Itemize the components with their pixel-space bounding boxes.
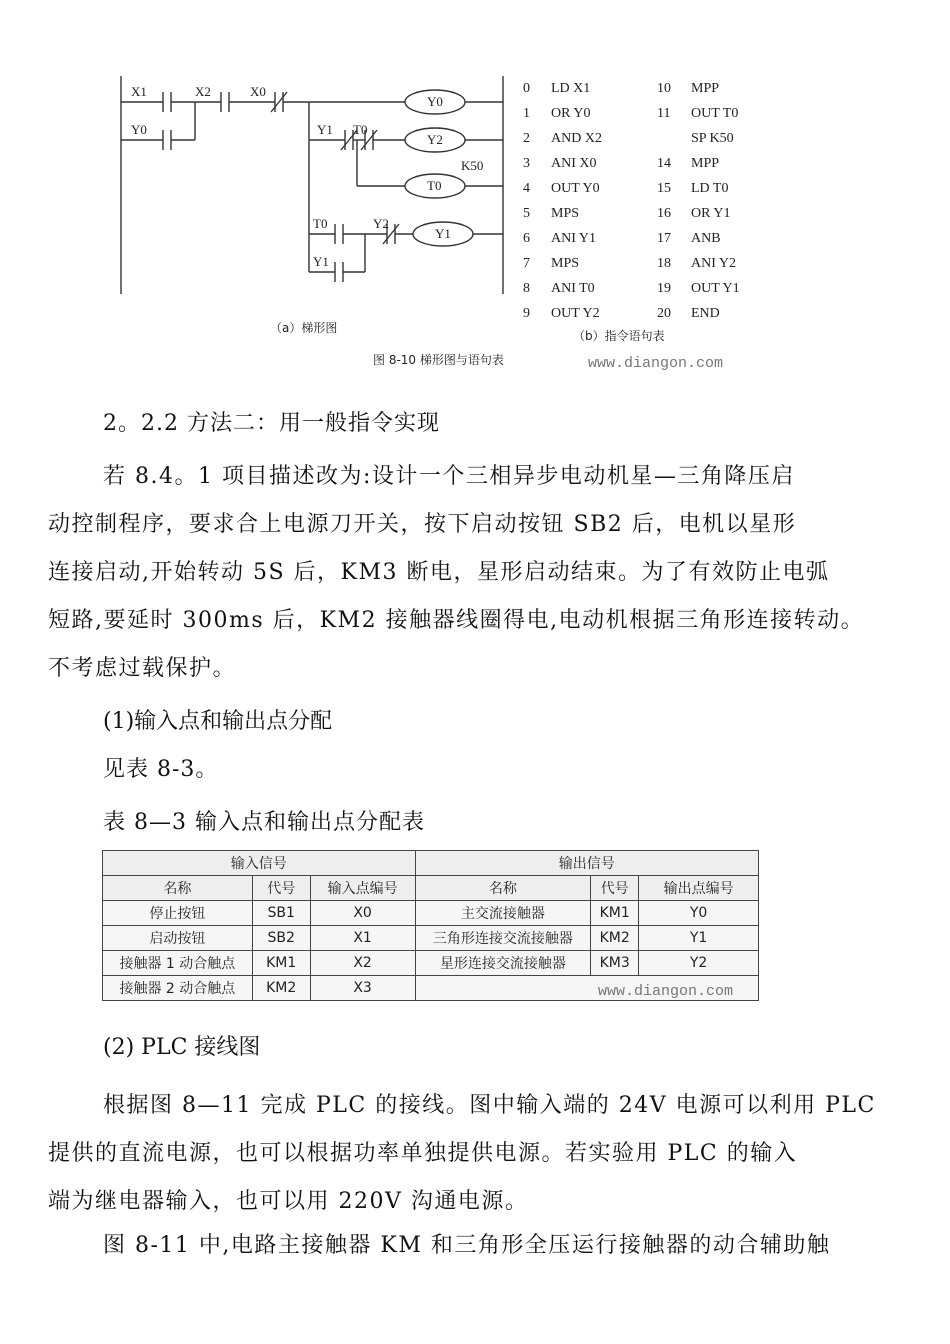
ins-num: 10 <box>657 81 671 96</box>
coil-label: Y1 <box>435 226 451 241</box>
paragraph-line: 短路,要延时 300ms 后，KM2 接触器线圈得电,电动机根据三角形连接转动。 <box>48 608 865 633</box>
table-cell: Y2 <box>639 951 759 976</box>
item-heading-1: (1)输入点和输出点分配 <box>103 709 333 734</box>
paragraph-1 <box>48 453 918 693</box>
coil-label: T0 <box>427 178 442 193</box>
ins-op: ANI Y2 <box>691 256 736 271</box>
figure-title: 图 8-10 梯形图与语句表 <box>373 353 504 367</box>
ins-op: MPP <box>691 156 720 171</box>
ins-op: OR Y1 <box>691 206 731 221</box>
table-cell: Y1 <box>639 926 759 951</box>
contact-label: X2 <box>195 84 211 99</box>
ins-num: 14 <box>657 156 671 171</box>
table-cell: X3 <box>310 976 415 1001</box>
table-cell: 接触器 2 动合触点 <box>103 976 253 1001</box>
ins-num: 19 <box>657 281 671 296</box>
ins-op: OUT Y2 <box>551 306 600 321</box>
ins-op: SP K50 <box>691 131 734 146</box>
contact-label: Y2 <box>373 216 389 231</box>
column-header: 名称 <box>415 876 591 901</box>
table-cell: Y0 <box>639 901 759 926</box>
table-cell: SB2 <box>252 926 310 951</box>
paragraph-line: 不考虑过载保护。 <box>48 656 237 681</box>
figure-watermark: www.diangon.com <box>588 355 724 372</box>
item-heading-2: (2) PLC 接线图 <box>103 1035 261 1060</box>
table-cell: KM1 <box>591 901 639 926</box>
ins-num: 11 <box>657 106 671 121</box>
table-watermark: www.diangon.com <box>598 983 734 1000</box>
table-row <box>103 951 759 976</box>
coil-label: Y2 <box>427 132 443 147</box>
ins-num: 15 <box>657 181 671 196</box>
contact-label: T0 <box>353 122 368 137</box>
contact-label: X1 <box>131 84 147 99</box>
column-header: 输入点编号 <box>310 876 415 901</box>
ins-num: 6 <box>523 231 530 246</box>
ins-op: AND X2 <box>551 131 602 146</box>
see-table-text: 见表 8-3。 <box>103 757 219 782</box>
group-header: 输入信号 <box>103 851 416 876</box>
paragraph-3: 图 8-11 中,电路主接触器 KM 和三角形全压运行接触器的动合辅助触 <box>103 1233 831 1258</box>
ins-num: 7 <box>523 256 530 271</box>
ins-op: MPS <box>551 256 580 271</box>
table-cell: X2 <box>310 951 415 976</box>
io-allocation-table <box>102 850 759 1001</box>
ins-num: 5 <box>523 206 530 221</box>
table-cell: 三角形连接交流接触器 <box>415 926 591 951</box>
table-cell: 主交流接触器 <box>415 901 591 926</box>
paragraph-line: 提供的直流电源，也可以根据功率单独提供电源。若实验用 PLC 的输入 <box>48 1141 798 1166</box>
ladder-and-instruction-figure <box>95 62 770 380</box>
table-cell: 星形连接交流接触器 <box>415 951 591 976</box>
table-cell: 接触器 1 动合触点 <box>103 951 253 976</box>
table-group-header-row <box>103 851 759 876</box>
ins-op: LD T0 <box>691 181 729 196</box>
ins-op: OUT Y1 <box>691 281 740 296</box>
ins-num: 18 <box>657 256 671 271</box>
table-cell: KM2 <box>591 926 639 951</box>
ins-num: 3 <box>523 156 530 171</box>
table-row <box>103 901 759 926</box>
ins-op: MPP <box>691 81 720 96</box>
paragraph-line: 连接启动,开始转动 5S 后，KM3 断电，星形启动结束。为了有效防止电弧 <box>48 560 830 585</box>
ins-op: OUT Y0 <box>551 181 600 196</box>
table-row <box>103 926 759 951</box>
ins-num: 2 <box>523 131 530 146</box>
contact-label: Y0 <box>131 122 147 137</box>
ins-num: 8 <box>523 281 530 296</box>
column-header: 名称 <box>103 876 253 901</box>
ins-num: 20 <box>657 306 671 321</box>
paragraph-line: 动控制程序，要求合上电源刀开关，按下启动按钮 SB2 后，电机以星形 <box>48 512 797 537</box>
coil-label: Y0 <box>427 94 443 109</box>
contact-label: X0 <box>250 84 266 99</box>
ladder-caption: （a）梯形图 <box>270 321 338 335</box>
ins-num: 1 <box>523 106 530 121</box>
table-cell: SB1 <box>252 901 310 926</box>
table-cell: X1 <box>310 926 415 951</box>
table-cell: 启动按钮 <box>103 926 253 951</box>
ins-op: OR Y0 <box>551 106 591 121</box>
table-cell: KM3 <box>591 951 639 976</box>
column-header: 代号 <box>591 876 639 901</box>
ins-num: 16 <box>657 206 671 221</box>
ins-op: END <box>691 306 720 321</box>
table-cell: X0 <box>310 901 415 926</box>
timer-setting: K50 <box>461 158 484 173</box>
ins-num: 17 <box>657 231 671 246</box>
contact-label: Y1 <box>317 122 333 137</box>
ins-op: ANI T0 <box>551 281 595 296</box>
contact-label: Y1 <box>313 254 329 269</box>
paragraph-2 <box>48 1082 918 1226</box>
ladder-labels <box>131 84 483 269</box>
ins-op: ANI Y1 <box>551 231 596 246</box>
instruction-caption: （b）指令语句表 <box>573 329 665 343</box>
ins-op: ANI X0 <box>551 156 597 171</box>
ins-num: 4 <box>523 181 530 196</box>
column-header: 代号 <box>252 876 310 901</box>
table-cell: 停止按钮 <box>103 901 253 926</box>
ins-num: 0 <box>523 81 530 96</box>
section-heading: 2。2.2 方法二：用一般指令实现 <box>103 411 440 436</box>
table-caption: 表 8—3 输入点和输出点分配表 <box>103 810 425 835</box>
ins-op: MPS <box>551 206 580 221</box>
paragraph-line: 根据图 8—11 完成 PLC 的接线。图中输入端的 24V 电源可以利用 PLC <box>103 1093 876 1118</box>
ins-num: 9 <box>523 306 530 321</box>
instruction-list <box>523 81 740 321</box>
ladder-diagram <box>121 76 503 294</box>
contact-label: T0 <box>313 216 328 231</box>
table-cell: KM1 <box>252 951 310 976</box>
group-header: 输出信号 <box>415 851 758 876</box>
table-cell: KM2 <box>252 976 310 1001</box>
figure-8-10 <box>95 62 770 380</box>
paragraph-line: 若 8.4。1 项目描述改为:设计一个三相异步电动机星—三角降压启 <box>103 464 795 489</box>
ins-op: LD X1 <box>551 81 591 96</box>
paragraph-line: 端为继电器输入，也可以用 220V 沟通电源。 <box>48 1189 529 1214</box>
ins-op: ANB <box>691 231 721 246</box>
ins-op: OUT T0 <box>691 106 739 121</box>
table-header-row <box>103 876 759 901</box>
column-header: 输出点编号 <box>639 876 759 901</box>
